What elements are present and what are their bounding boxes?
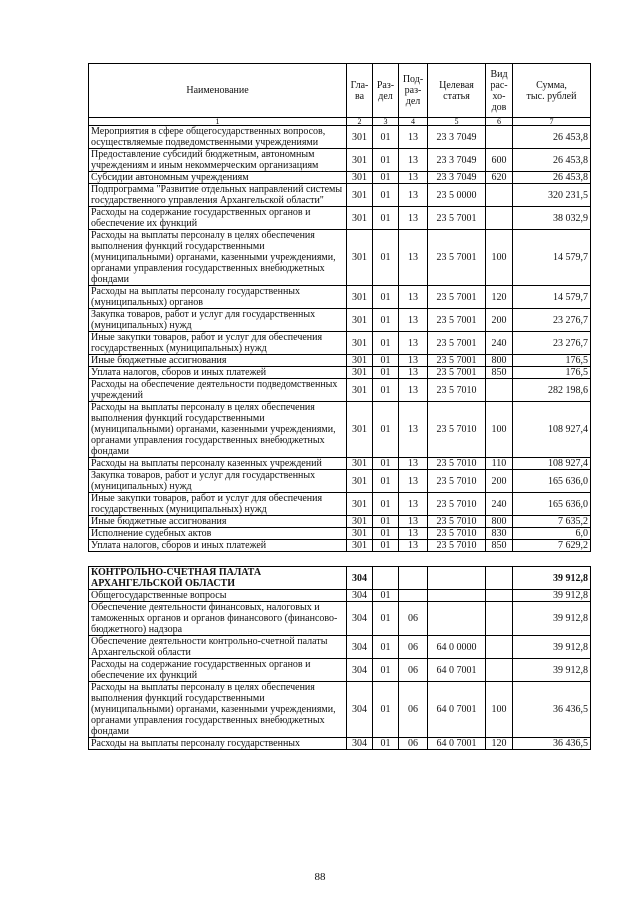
- cell-name: Иные закупки товаров, работ и услуг для обеспечения государственных (муниципальных) нужд: [89, 493, 347, 516]
- table-row: [89, 230, 591, 286]
- cell-glava: 301: [347, 309, 373, 332]
- cell-sum: 176,5: [513, 355, 591, 367]
- cell-razdel: 01: [373, 659, 399, 682]
- cell-glava: 301: [347, 470, 373, 493]
- cell-target: 23 5 7001: [428, 207, 486, 230]
- col-number: 4: [399, 118, 428, 126]
- cell-vid: 100: [486, 402, 513, 458]
- cell-vid: [486, 126, 513, 149]
- cell-target: 64 0 7001: [428, 738, 486, 750]
- cell-podrazdel: 13: [399, 493, 428, 516]
- cell-vid: 100: [486, 682, 513, 738]
- table-row: [89, 470, 591, 493]
- table-row: [89, 659, 591, 682]
- cell-razdel: 01: [373, 402, 399, 458]
- cell-target: 23 5 7001: [428, 355, 486, 367]
- cell-target: 23 5 7001: [428, 309, 486, 332]
- cell-glava: 301: [347, 184, 373, 207]
- col-number: 1: [89, 118, 347, 126]
- cell-sum: 14 579,7: [513, 286, 591, 309]
- cell-razdel: 01: [373, 172, 399, 184]
- col-number: 7: [513, 118, 591, 126]
- cell-glava: 301: [347, 332, 373, 355]
- cell-vid: 240: [486, 493, 513, 516]
- cell-name: Расходы на выплаты персоналу государственных: [89, 738, 347, 750]
- header-podrazdel: Под- раз- дел: [399, 64, 428, 118]
- spacer-cell: [373, 552, 399, 567]
- cell-glava: 304: [347, 567, 373, 590]
- cell-sum: 39 912,8: [513, 590, 591, 602]
- cell-razdel: 01: [373, 149, 399, 172]
- cell-razdel: 01: [373, 207, 399, 230]
- table-row: [89, 184, 591, 207]
- cell-sum: 165 636,0: [513, 493, 591, 516]
- cell-podrazdel: 13: [399, 470, 428, 493]
- table-row: [89, 149, 591, 172]
- cell-razdel: 01: [373, 309, 399, 332]
- cell-name: Закупка товаров, работ и услуг для государственных (муниципальных) нужд: [89, 470, 347, 493]
- table-row: [89, 126, 591, 149]
- header-razdel: Раз- дел: [373, 64, 399, 118]
- cell-target: [428, 602, 486, 636]
- cell-glava: 301: [347, 149, 373, 172]
- table-row: [89, 379, 591, 402]
- cell-podrazdel: 13: [399, 528, 428, 540]
- table-row: [89, 367, 591, 379]
- cell-target: [428, 590, 486, 602]
- cell-name: Расходы на содержание государственных органов и обеспечение их функций: [89, 207, 347, 230]
- cell-glava: 301: [347, 402, 373, 458]
- cell-glava: 304: [347, 738, 373, 750]
- cell-podrazdel: 13: [399, 516, 428, 528]
- cell-name: Иные бюджетные ассигнования: [89, 516, 347, 528]
- cell-podrazdel: 13: [399, 207, 428, 230]
- cell-podrazdel: 13: [399, 332, 428, 355]
- table-row: [89, 493, 591, 516]
- col-number: 2: [347, 118, 373, 126]
- cell-sum: 39 912,8: [513, 602, 591, 636]
- cell-glava: 301: [347, 126, 373, 149]
- cell-sum: 320 231,5: [513, 184, 591, 207]
- cell-glava: 301: [347, 540, 373, 552]
- cell-razdel: 01: [373, 286, 399, 309]
- cell-razdel: 01: [373, 355, 399, 367]
- cell-vid: 120: [486, 738, 513, 750]
- cell-vid: 830: [486, 528, 513, 540]
- cell-vid: [486, 602, 513, 636]
- table-row: [89, 207, 591, 230]
- cell-target: 23 5 7010: [428, 458, 486, 470]
- cell-glava: 301: [347, 528, 373, 540]
- cell-razdel: 01: [373, 540, 399, 552]
- cell-target: 23 5 7010: [428, 470, 486, 493]
- cell-sum: 38 032,9: [513, 207, 591, 230]
- cell-razdel: 01: [373, 528, 399, 540]
- cell-name: Иные закупки товаров, работ и услуг для обеспечения государственных (муниципальных) нужд: [89, 332, 347, 355]
- header-row: [89, 64, 591, 118]
- cell-name: Предоставление субсидий бюджетным, автономным учреждениям и иным некоммерческим организациям: [89, 149, 347, 172]
- cell-glava: 301: [347, 493, 373, 516]
- cell-podrazdel: 13: [399, 286, 428, 309]
- cell-glava: 301: [347, 230, 373, 286]
- cell-vid: [486, 659, 513, 682]
- cell-razdel: 01: [373, 379, 399, 402]
- cell-glava: 304: [347, 636, 373, 659]
- cell-vid: 200: [486, 309, 513, 332]
- cell-razdel: 01: [373, 636, 399, 659]
- spacer-cell: [486, 552, 513, 567]
- table-row: [89, 172, 591, 184]
- cell-target: 64 0 7001: [428, 682, 486, 738]
- cell-razdel: 01: [373, 230, 399, 286]
- cell-sum: 6,0: [513, 528, 591, 540]
- table-row: [89, 355, 591, 367]
- table-row: [89, 602, 591, 636]
- cell-sum: 14 579,7: [513, 230, 591, 286]
- cell-target: 23 5 7001: [428, 367, 486, 379]
- table-row: [89, 332, 591, 355]
- cell-target: 23 3 7049: [428, 172, 486, 184]
- table-row: [89, 528, 591, 540]
- cell-name: КОНТРОЛЬНО-СЧЕТНАЯ ПАЛАТА АРХАНГЕЛЬСКОЙ ОБЛАСТИ: [89, 567, 347, 590]
- cell-podrazdel: 13: [399, 540, 428, 552]
- header-glava: Гла- ва: [347, 64, 373, 118]
- spacer-cell: [399, 552, 428, 567]
- cell-razdel: 01: [373, 184, 399, 207]
- cell-vid: [486, 567, 513, 590]
- cell-name: Уплата налогов, сборов и иных платежей: [89, 540, 347, 552]
- cell-vid: 620: [486, 172, 513, 184]
- cell-vid: 850: [486, 540, 513, 552]
- table-row: [89, 682, 591, 738]
- cell-podrazdel: 13: [399, 402, 428, 458]
- cell-podrazdel: 13: [399, 367, 428, 379]
- cell-razdel: 01: [373, 332, 399, 355]
- cell-glava: 301: [347, 458, 373, 470]
- cell-podrazdel: 06: [399, 738, 428, 750]
- cell-razdel: 01: [373, 590, 399, 602]
- header-sum: Сумма, тыс. рублей: [513, 64, 591, 118]
- cell-sum: 39 912,8: [513, 567, 591, 590]
- cell-glava: 304: [347, 602, 373, 636]
- cell-vid: 240: [486, 332, 513, 355]
- cell-razdel: 01: [373, 470, 399, 493]
- cell-target: 64 0 7001: [428, 659, 486, 682]
- cell-podrazdel: [399, 590, 428, 602]
- cell-podrazdel: 06: [399, 636, 428, 659]
- table-row: [89, 458, 591, 470]
- spacer-cell: [347, 552, 373, 567]
- cell-podrazdel: 13: [399, 126, 428, 149]
- budget-table: [88, 63, 591, 750]
- cell-target: 23 5 7010: [428, 402, 486, 458]
- cell-sum: 7 635,2: [513, 516, 591, 528]
- cell-sum: 39 912,8: [513, 659, 591, 682]
- cell-target: 64 0 0000: [428, 636, 486, 659]
- cell-vid: 120: [486, 286, 513, 309]
- cell-razdel: 01: [373, 682, 399, 738]
- cell-sum: 23 276,7: [513, 332, 591, 355]
- column-number-row: [89, 118, 591, 126]
- cell-razdel: 01: [373, 516, 399, 528]
- cell-podrazdel: 13: [399, 309, 428, 332]
- spacer-cell: [513, 552, 591, 567]
- cell-vid: [486, 636, 513, 659]
- cell-vid: 850: [486, 367, 513, 379]
- cell-target: 23 3 7049: [428, 126, 486, 149]
- cell-name: Закупка товаров, работ и услуг для государственных (муниципальных) нужд: [89, 309, 347, 332]
- cell-name: Исполнение судебных актов: [89, 528, 347, 540]
- cell-sum: 26 453,8: [513, 172, 591, 184]
- page-number: 88: [314, 871, 326, 883]
- cell-vid: [486, 590, 513, 602]
- spacer-cell: [89, 552, 347, 567]
- cell-vid: 600: [486, 149, 513, 172]
- cell-name: Уплата налогов, сборов и иных платежей: [89, 367, 347, 379]
- cell-target: 23 5 7001: [428, 230, 486, 286]
- cell-razdel: [373, 567, 399, 590]
- cell-name: Расходы на обеспечение деятельности подведомственных учреждений: [89, 379, 347, 402]
- cell-target: 23 5 7001: [428, 332, 486, 355]
- cell-sum: 26 453,8: [513, 126, 591, 149]
- cell-razdel: 01: [373, 602, 399, 636]
- cell-name: Расходы на выплаты персоналу в целях обеспечения выполнения функций государственными (муниципальными) органами, казенными учреждениями, органами управления государственных внебюджетных фондами: [89, 230, 347, 286]
- cell-name: Общегосударственные вопросы: [89, 590, 347, 602]
- cell-name: Подпрограмма "Развитие отдельных направлений системы государственного управления Архангельской области": [89, 184, 347, 207]
- cell-podrazdel: 06: [399, 602, 428, 636]
- cell-sum: 7 629,2: [513, 540, 591, 552]
- cell-glava: 301: [347, 516, 373, 528]
- cell-glava: 301: [347, 367, 373, 379]
- cell-name: Расходы на содержание государственных органов и обеспечение их функций: [89, 659, 347, 682]
- cell-vid: [486, 184, 513, 207]
- cell-target: [428, 567, 486, 590]
- cell-target: 23 3 7049: [428, 149, 486, 172]
- cell-podrazdel: 13: [399, 230, 428, 286]
- col-number: 3: [373, 118, 399, 126]
- cell-sum: 36 436,5: [513, 738, 591, 750]
- cell-name: Мероприятия в сфере общегосударственных вопросов, осуществляемые подведомственными учреждениями: [89, 126, 347, 149]
- cell-podrazdel: 13: [399, 379, 428, 402]
- spacer-cell: [428, 552, 486, 567]
- cell-sum: 23 276,7: [513, 309, 591, 332]
- cell-target: 23 5 7010: [428, 540, 486, 552]
- cell-name: Расходы на выплаты персоналу казенных учреждений: [89, 458, 347, 470]
- cell-vid: 800: [486, 355, 513, 367]
- cell-glava: 301: [347, 379, 373, 402]
- cell-sum: 26 453,8: [513, 149, 591, 172]
- table-row: [89, 309, 591, 332]
- cell-razdel: 01: [373, 493, 399, 516]
- header-name: Наименование: [89, 64, 347, 118]
- col-number: 6: [486, 118, 513, 126]
- table-row: [89, 540, 591, 552]
- header-target: Целевая статья: [428, 64, 486, 118]
- cell-name: Расходы на выплаты персоналу в целях обеспечения выполнения функций государственными (муниципальными) органами, казенными учреждениями, органами управления государственных внебюджетных фондами: [89, 682, 347, 738]
- cell-vid: [486, 207, 513, 230]
- cell-razdel: 01: [373, 126, 399, 149]
- cell-sum: 176,5: [513, 367, 591, 379]
- cell-target: 23 5 0000: [428, 184, 486, 207]
- cell-vid: [486, 379, 513, 402]
- cell-target: 23 5 7010: [428, 379, 486, 402]
- table-row: [89, 516, 591, 528]
- cell-vid: 800: [486, 516, 513, 528]
- cell-glava: 301: [347, 355, 373, 367]
- table-body: [89, 126, 591, 750]
- header-vid: Вид рас- хо- дов: [486, 64, 513, 118]
- table-row: [89, 286, 591, 309]
- cell-name: Расходы на выплаты персоналу государственных (муниципальных) органов: [89, 286, 347, 309]
- cell-glava: 304: [347, 682, 373, 738]
- cell-razdel: 01: [373, 367, 399, 379]
- cell-sum: 36 436,5: [513, 682, 591, 738]
- cell-sum: 39 912,8: [513, 636, 591, 659]
- cell-sum: 282 198,6: [513, 379, 591, 402]
- cell-glava: 301: [347, 207, 373, 230]
- col-number: 5: [428, 118, 486, 126]
- cell-name: Иные бюджетные ассигнования: [89, 355, 347, 367]
- cell-glava: 304: [347, 659, 373, 682]
- cell-podrazdel: 06: [399, 659, 428, 682]
- cell-sum: 108 927,4: [513, 402, 591, 458]
- table-row: [89, 590, 591, 602]
- table-row: [89, 636, 591, 659]
- cell-podrazdel: 06: [399, 682, 428, 738]
- cell-podrazdel: 13: [399, 355, 428, 367]
- cell-target: 23 5 7010: [428, 493, 486, 516]
- cell-razdel: 01: [373, 738, 399, 750]
- cell-name: Обеспечение деятельности финансовых, налоговых и таможенных органов и органов финансового (финансово-бюджетного) надзора: [89, 602, 347, 636]
- table-row: [89, 738, 591, 750]
- cell-podrazdel: 13: [399, 149, 428, 172]
- cell-name: Субсидии автономным учреждениям: [89, 172, 347, 184]
- cell-vid: 100: [486, 230, 513, 286]
- cell-sum: 108 927,4: [513, 458, 591, 470]
- cell-target: 23 5 7010: [428, 516, 486, 528]
- cell-glava: 301: [347, 286, 373, 309]
- cell-glava: 301: [347, 172, 373, 184]
- cell-podrazdel: 13: [399, 184, 428, 207]
- cell-razdel: 01: [373, 458, 399, 470]
- cell-glava: 304: [347, 590, 373, 602]
- cell-name: Обеспечение деятельности контрольно-счетной палаты Архангельской области: [89, 636, 347, 659]
- cell-podrazdel: [399, 567, 428, 590]
- cell-podrazdel: 13: [399, 458, 428, 470]
- cell-podrazdel: 13: [399, 172, 428, 184]
- section-header-row: [89, 567, 591, 590]
- cell-target: 23 5 7010: [428, 528, 486, 540]
- cell-vid: 200: [486, 470, 513, 493]
- cell-vid: 110: [486, 458, 513, 470]
- cell-name: Расходы на выплаты персоналу в целях обеспечения выполнения функций государственными (муниципальными) органами, казенными учреждениями, органами управления государственных внебюджетных фондами: [89, 402, 347, 458]
- spacer-row: [89, 552, 591, 567]
- table-row: [89, 402, 591, 458]
- cell-target: 23 5 7001: [428, 286, 486, 309]
- cell-sum: 165 636,0: [513, 470, 591, 493]
